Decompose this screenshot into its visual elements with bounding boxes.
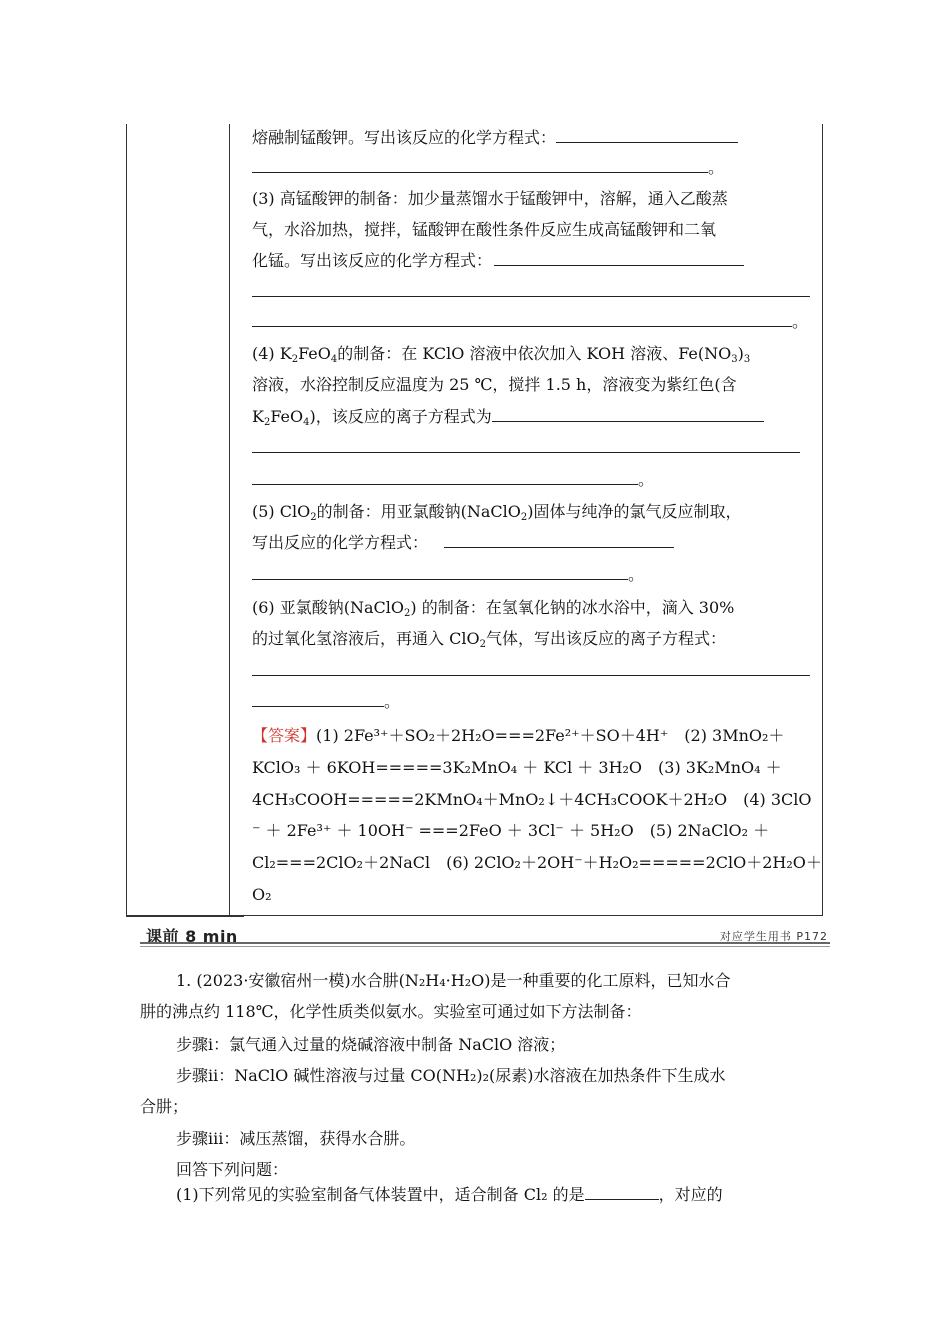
step-2-continued: 合肼；	[140, 1097, 189, 1116]
answer-blank[interactable]	[585, 1185, 659, 1200]
step-1: 步骤ⅰ：氯气通入过量的烧碱溶液中制备 NaClO 溶液；	[176, 1035, 566, 1054]
sub-question-1: (1)下列常见的实验室制备气体装置中，适合制备 Cl₂ 的是 ，对应的	[176, 1185, 723, 1204]
step-3: 步骤ⅲ：减压蒸馏，获得水合肼。	[176, 1129, 416, 1148]
question-table	[126, 124, 823, 916]
section-reference: 对应学生用书 P172	[719, 930, 828, 943]
q4-line-1: (4) $K_2FeO_4$的制备：在 KClO 溶液中依次加入 KOH 溶液、$Fe(NO_3)_3$	[252, 344, 751, 365]
q4-line-3: $K_2FeO_4$)，该反应的离子方程式为	[252, 407, 764, 427]
q5-line-1: (5) ClO$_2$的制备：用亚氯酸钠(NaClO$_2$)固体与纯净的氯气反应制取，	[252, 502, 742, 523]
q5-line-2: 写出反应的化学方程式：	[252, 533, 674, 553]
q4-line-2: 溶液，水浴控制反应温度为 25 ℃，搅拌 1.5 h，溶液变为紫红色(含	[252, 375, 737, 394]
table-column-divider	[229, 124, 230, 915]
banner-rule	[140, 942, 830, 944]
step-2: 步骤ⅱ：NaClO 碱性溶液与过量 CO(NH₂)₂(尿素)水溶液在加热条件下生成水	[176, 1066, 726, 1085]
answer-line-4: ⁻ ＋ 2Fe³⁺ ＋ 10OH⁻ ===2FeO ＋ 3Cl⁻ ＋ 5H₂O (5) 2NaClO₂ ＋	[252, 821, 770, 840]
answer-tag: 【答案】	[252, 726, 317, 745]
q3-line-2: 气，水浴加热，搅拌，锰酸钾在酸性条件反应生成高锰酸钾和二氧	[252, 220, 717, 239]
section-banner	[140, 924, 830, 946]
answer-blank[interactable]	[252, 692, 384, 707]
q6-line-1: (6) 亚氯酸钠(NaClO$_2$) 的制备：在氢氧化钠的冰水浴中，滴入 30%	[252, 598, 735, 619]
answer-blank[interactable]	[252, 282, 810, 297]
section-title: 课前 8 min	[146, 927, 238, 946]
q3-blank-line-end: 。	[252, 312, 808, 332]
q6-blank-line-end: 。	[252, 692, 400, 712]
answer-blank[interactable]	[252, 158, 708, 173]
answer-blank[interactable]	[556, 128, 738, 143]
answer-line-6: O₂	[252, 885, 272, 904]
answer-line-5: Cl₂===2ClO₂＋2NaCl (6) 2ClO₂＋2OH⁻＋H₂O₂=====2ClO＋2H₂O＋	[252, 853, 822, 872]
q6-blank-line	[252, 661, 810, 681]
question-1-text-2: 肼的沸点约 118℃，化学性质类似氨水。实验室可通过如下方法制备：	[140, 1002, 642, 1021]
answer-line-3: 4CH₃COOH=====2KMnO₄＋MnO₂↓＋4CH₃COOK＋2H₂O (4) 3ClO	[252, 790, 812, 809]
answer-blank[interactable]	[252, 565, 628, 580]
answer-blank[interactable]	[252, 438, 800, 453]
q2-text: 熔融制锰酸钾。写出该反应的化学方程式：	[252, 128, 557, 147]
q5-blank-line-end: 。	[252, 565, 644, 585]
answer-blank[interactable]	[252, 312, 792, 327]
banner-rule-thin	[140, 946, 830, 947]
q4-blank-line-end: 。	[252, 470, 654, 490]
answer-blank[interactable]	[252, 661, 810, 676]
q2-line-1	[252, 128, 738, 148]
answer-blank[interactable]	[252, 470, 638, 485]
answer-blank[interactable]	[444, 533, 674, 548]
answer-line-2: KClO₃ ＋ 6KOH=====3K₂MnO₄ ＋ KCl ＋ 3H₂O (3) 3K₂MnO₄ ＋	[252, 758, 782, 777]
q6-line-2: 的过氧化氢溶液后，再通入 ClO$_2$气体，写出该反应的离子方程式：	[252, 629, 726, 650]
q4-blank-line	[252, 438, 800, 458]
answer-prompt: 回答下列问题：	[176, 1160, 289, 1179]
q3-blank-line	[252, 282, 810, 302]
answer-line-1: 【答案】(1) 2Fe³⁺＋SO₂＋2H₂O===2Fe²⁺＋SO＋4H⁺ (2) 3MnO₂＋	[252, 726, 785, 745]
answer-blank[interactable]	[494, 251, 744, 266]
table-bottom-left-rule	[126, 916, 244, 917]
q2-line-2: 。	[252, 158, 724, 178]
q3-line-3: 化锰。写出该反应的化学方程式：	[252, 251, 744, 271]
q3-line-1: (3) 高锰酸钾的制备：加少量蒸馏水于锰酸钾中，溶解，通入乙酸蒸	[252, 189, 728, 208]
answer-blank[interactable]	[492, 407, 764, 422]
question-1-text-1: 1. (2023·安徽宿州一模)水合肼(N₂H₄·H₂O)是一种重要的化工原料，已知水合	[176, 971, 731, 990]
